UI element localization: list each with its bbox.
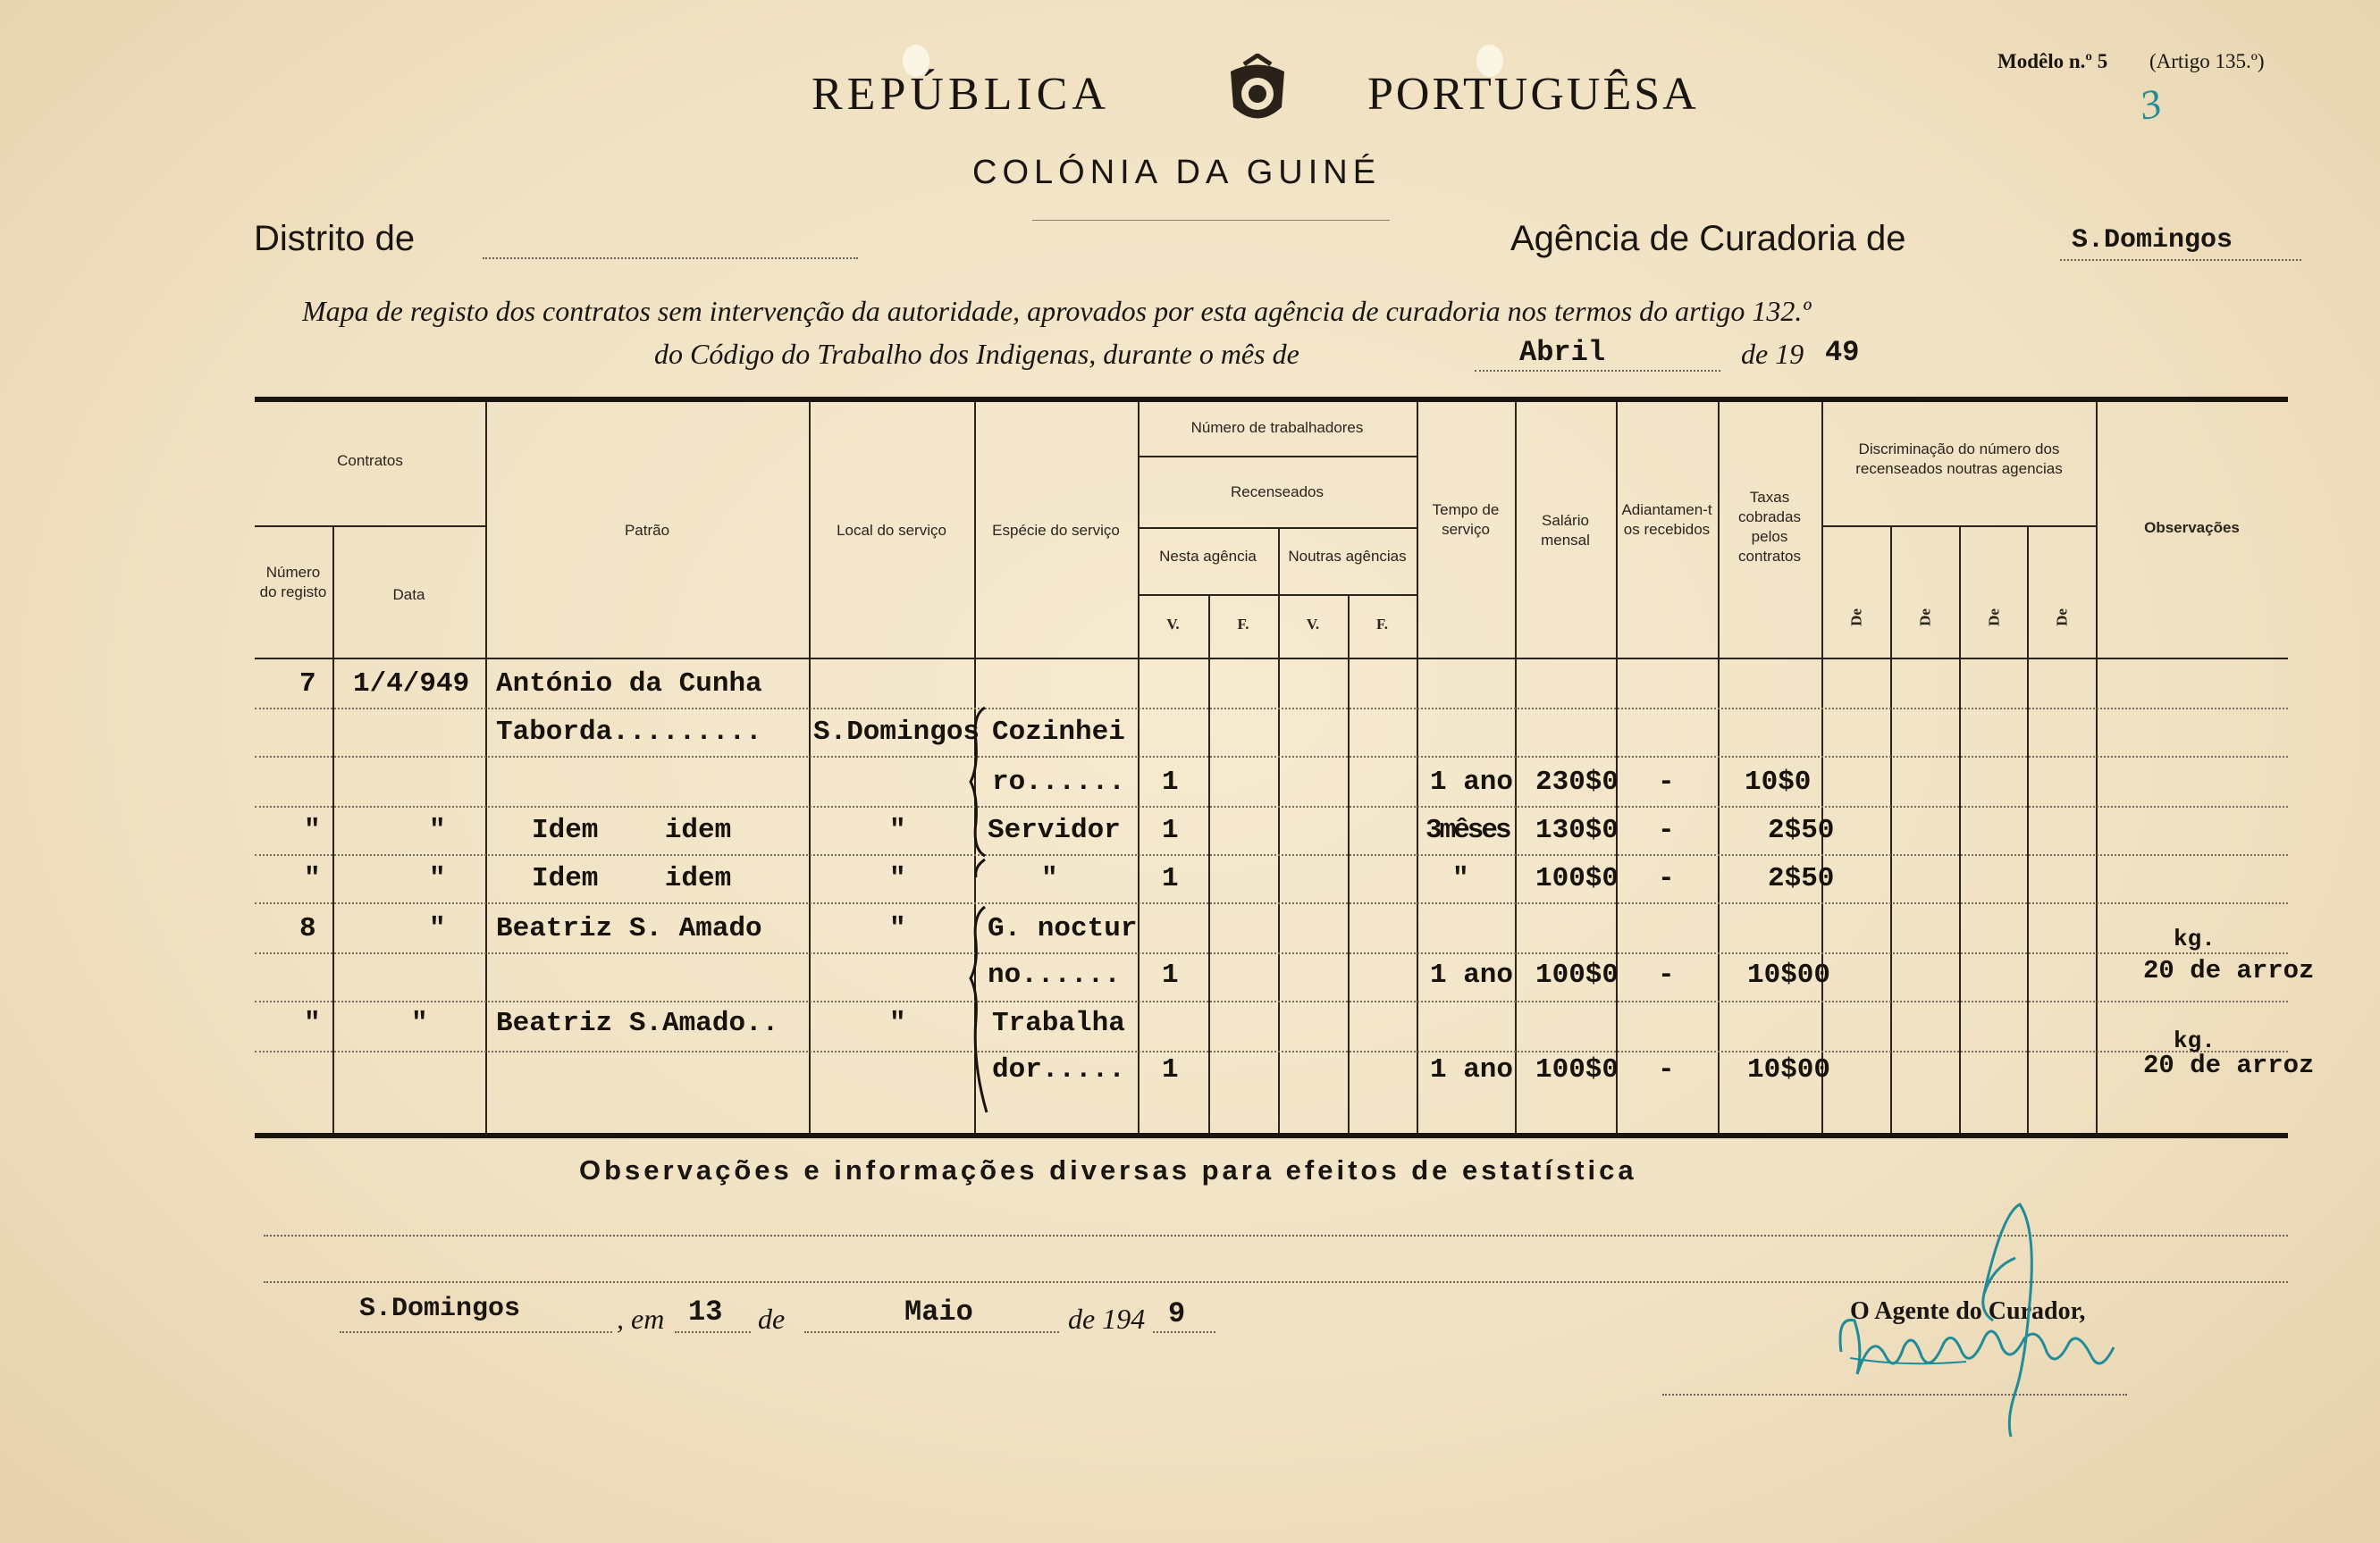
day-line — [675, 1331, 751, 1333]
header-country-right: PORTUGUÊSA — [1367, 69, 1699, 120]
row-number: 7 — [299, 668, 316, 700]
col-divider — [1821, 402, 1823, 1133]
header-f: F. — [1237, 616, 1249, 633]
row-number: " — [304, 815, 321, 846]
signature-image — [1823, 1195, 2127, 1446]
col-divider — [1515, 402, 1517, 1133]
row-taxa: 10$00 — [1747, 1054, 1831, 1086]
row-taxa: 10$00 — [1747, 960, 1831, 991]
col-divider — [1718, 402, 1720, 1133]
row-local: " — [889, 815, 906, 846]
row-patrao: António da Cunha — [496, 668, 762, 700]
header-patrao: Patrão — [624, 522, 670, 539]
agency-label: Agência de Curadoria de — [1510, 219, 1906, 258]
row-separator — [255, 854, 2288, 856]
header-f: F. — [1375, 616, 1389, 633]
header-v: V. — [1166, 616, 1180, 633]
row-separator — [255, 756, 2288, 758]
row-adiantamento: - — [1658, 767, 1675, 798]
row-adiantamento: - — [1658, 960, 1675, 991]
row-patrao: Idem idem — [532, 815, 732, 846]
signing-place: S.Domingos — [359, 1294, 521, 1324]
row-separator — [255, 708, 2288, 709]
table-bottom-rule — [255, 1133, 2288, 1138]
signer-label: O Agente do Curador, — [1850, 1297, 2086, 1325]
header-contratos: Contratos — [337, 452, 403, 469]
row-tempo: 1 ano — [1430, 1054, 1514, 1086]
row-patrao: Beatriz S. Amado — [496, 913, 762, 944]
row-local: S.Domingos — [813, 717, 980, 748]
header-de-1: De — [1847, 608, 1865, 626]
header-observacoes: Observações — [2144, 519, 2240, 536]
row-adiantamento: - — [1658, 1054, 1675, 1086]
row-patrao: Idem idem — [532, 863, 732, 894]
header-v: V. — [1306, 616, 1320, 633]
header-nesta-agencia: Nesta agência — [1159, 548, 1257, 565]
place-line — [340, 1331, 612, 1333]
header-country-left: REPÚBLICA — [812, 69, 1110, 120]
row-observacao: kg. — [2174, 1027, 2216, 1054]
col-divider — [1138, 402, 1140, 1133]
row-number: 8 — [299, 913, 316, 944]
col-divider — [1890, 527, 1892, 1133]
header-de-2: De — [1916, 608, 1934, 626]
handwritten-number: 3 — [2135, 80, 2166, 129]
coat-of-arms-icon — [1217, 54, 1298, 134]
row-separator — [255, 1001, 2288, 1002]
row-especie: Servidor — [988, 815, 1121, 846]
row-tempo: 1 ano — [1430, 960, 1514, 991]
date-de: de — [758, 1303, 786, 1335]
colony-title: COLÓNIA DA GUINÉ — [972, 154, 1382, 191]
map-title-line1: Mapa de registo dos contratos sem intervenção da autoridade, aprovados por esta agência de curadoria nos termos do artigo 132.º — [302, 295, 1812, 327]
row-salario: 100$0 — [1535, 960, 1619, 991]
header-de-4: De — [2053, 608, 2071, 626]
row-v-count: 1 — [1162, 863, 1179, 894]
row-number: " — [304, 1008, 321, 1039]
row-local: " — [889, 913, 906, 944]
row-especie: no...... — [988, 960, 1121, 991]
signing-year-digit: 9 — [1168, 1297, 1186, 1330]
row-v-count: 1 — [1162, 960, 1179, 991]
row-taxa: 2$50 — [1768, 815, 1835, 846]
row-especie: ro...... — [992, 767, 1125, 798]
statistics-notes-title: Observações e informações diversas para efeitos de estatística — [579, 1154, 1637, 1186]
date-em: , em — [617, 1303, 665, 1335]
row-patrao: Taborda......... — [496, 717, 762, 748]
model-number: Modêlo n.º 5 — [1997, 50, 2108, 72]
col-divider — [2027, 527, 2029, 1133]
signing-month: Maio — [904, 1296, 973, 1329]
row-especie: Trabalha — [992, 1008, 1125, 1039]
row-tempo: " — [1452, 863, 1469, 894]
signing-day: 13 — [688, 1296, 723, 1329]
agency-value: S.Domingos — [2072, 225, 2233, 256]
header-noutras-agencias: Noutras agências — [1288, 548, 1407, 565]
year-line — [1153, 1331, 1215, 1333]
header-recenseados: Recenseados — [1231, 483, 1324, 500]
row-local: " — [889, 863, 906, 894]
row-local: " — [889, 1008, 906, 1039]
row-salario: 230$0 — [1535, 767, 1619, 798]
year-prefix: de 19 — [1741, 338, 1804, 370]
row-tempo: 3mêses — [1425, 815, 1510, 846]
date-year-prefix: de 194 — [1068, 1303, 1146, 1335]
row-salario: 100$0 — [1535, 863, 1619, 894]
row-separator — [255, 952, 2288, 954]
table-top-rule — [255, 397, 2288, 402]
header-subrule — [255, 525, 485, 527]
row-v-count: 1 — [1162, 767, 1179, 798]
row-date: " — [411, 1008, 428, 1039]
row-taxa: 2$50 — [1768, 863, 1835, 894]
header-discriminacao: Discriminação do número dos recenseados noutras agencias — [1855, 440, 2063, 477]
header-divider — [1032, 220, 1390, 221]
header-numero-trabalhadores: Número de trabalhadores — [1190, 419, 1364, 436]
row-v-count: 1 — [1162, 815, 1179, 846]
col-divider — [2096, 402, 2098, 1133]
col-divider — [1417, 402, 1418, 1133]
row-separator — [255, 806, 2288, 808]
district-field-line — [483, 257, 858, 259]
header-especie: Espécie do serviço — [992, 522, 1120, 539]
row-date: 1/4/949 — [353, 668, 470, 700]
row-number: " — [304, 863, 321, 894]
report-year: 49 — [1825, 336, 1860, 369]
col-divider — [1959, 527, 1961, 1133]
month-line — [804, 1331, 1059, 1333]
col-divider — [809, 402, 811, 1133]
brace-marks — [965, 706, 992, 1117]
row-date: " — [429, 913, 446, 944]
header-de-3: De — [1985, 608, 2003, 626]
header-numero-registo: Número do registo — [259, 564, 327, 600]
header-subrule — [1138, 527, 1417, 529]
row-tempo: 1 ano — [1430, 767, 1514, 798]
header-taxas: Taxas cobradas pelos contratos — [1738, 489, 1801, 565]
header-subrule — [1138, 594, 1417, 596]
month-field-line — [1475, 370, 1720, 372]
row-separator — [255, 902, 2288, 904]
header-data: Data — [392, 586, 425, 603]
row-v-count: 1 — [1162, 1054, 1179, 1086]
header-adiantamentos: Adiantamen-tos recebidos — [1621, 501, 1712, 538]
row-date: " — [429, 815, 446, 846]
row-especie: dor..... — [992, 1054, 1125, 1086]
header-local: Local do serviço — [837, 522, 946, 539]
row-patrao: Beatriz S.Amado.. — [496, 1008, 779, 1039]
row-observacao: 20 de arroz — [2143, 956, 2315, 985]
district-label: Distrito de — [254, 219, 416, 258]
header-subrule — [1138, 456, 1417, 457]
row-salario: 100$0 — [1535, 1054, 1619, 1086]
table-header-bottom — [255, 658, 2288, 659]
row-especie: G. noctur — [988, 913, 1138, 944]
header-tempo: Tempo de serviço — [1432, 501, 1500, 538]
row-especie: Cozinhei — [992, 717, 1125, 748]
header-subrule — [1821, 525, 2096, 527]
report-month: Abril — [1519, 336, 1606, 369]
row-observacao: 20 de arroz — [2143, 1051, 2315, 1080]
row-salario: 130$0 — [1535, 815, 1619, 846]
model-article: (Artigo 135.º) — [2149, 50, 2265, 72]
row-separator — [255, 1051, 2288, 1052]
row-date: " — [429, 863, 446, 894]
row-adiantamento: - — [1658, 815, 1675, 846]
header-salario: Salário mensal — [1541, 512, 1590, 549]
row-taxa: 10$0 — [1745, 767, 1812, 798]
agency-field-line — [2060, 259, 2301, 261]
row-adiantamento: - — [1658, 863, 1675, 894]
map-title-line2: do Código do Trabalho dos Indigenas, durante o mês de — [654, 338, 1299, 370]
col-divider — [332, 527, 334, 1133]
row-observacao: kg. — [2174, 926, 2216, 952]
row-especie: " — [1041, 863, 1058, 894]
col-divider — [485, 402, 487, 1133]
